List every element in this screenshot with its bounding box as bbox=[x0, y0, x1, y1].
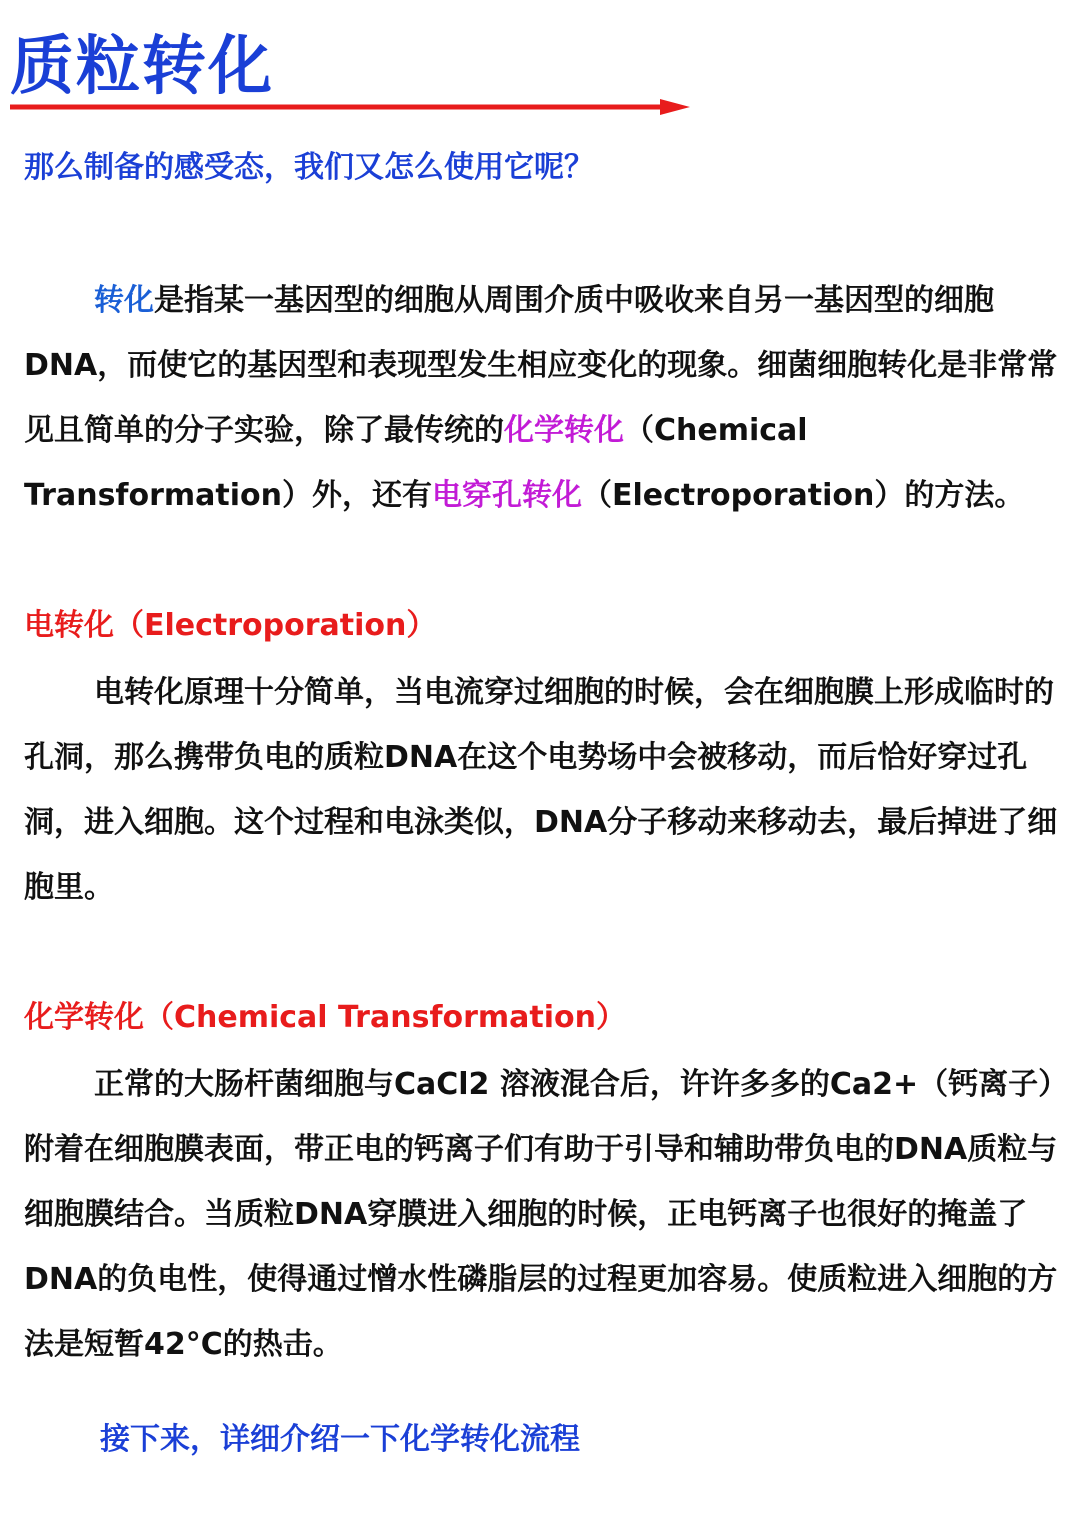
intro-paragraph bbox=[24, 268, 1074, 528]
intro-text-3: （Electroporation）的方法。 bbox=[581, 478, 1025, 513]
title-underline-arrow bbox=[10, 98, 690, 116]
electroporation-heading: 电转化（Electroporation） bbox=[24, 608, 437, 643]
term-electroporation: 电穿孔转化 bbox=[431, 478, 582, 513]
intro-text-2: （Chemical Transformation）外，还有 bbox=[24, 413, 808, 513]
intro-question: 那么制备的感受态，我们又怎么使用它呢？ bbox=[24, 150, 594, 185]
term-transformation: 转化 bbox=[94, 283, 154, 318]
intro-text-1: 是指某一基因型的细胞从周围介质中吸收来自另一基因型的细胞DNA，而使它的基因型和表现型发生相应变化的现象。细菌细胞转化是非常常见且简单的分子实验，除了最传统的 bbox=[24, 283, 1058, 448]
closing-line: 接下来，详细介绍一下化学转化流程 bbox=[100, 1422, 580, 1457]
electroporation-body: 电转化原理十分简单，当电流穿过细胞的时候，会在细胞膜上形成临时的孔洞，那么携带负电的质粒DNA在这个电势场中会被移动，而后恰好穿过孔洞，进入细胞。这个过程和电泳类似，DNA分子移动来移动去，最后掉进了细胞里。 bbox=[24, 675, 1058, 905]
page-title: 质粒转化 bbox=[10, 30, 274, 104]
term-chemical-transformation: 化学转化 bbox=[504, 413, 624, 448]
chemical-transformation-heading: 化学转化（Chemical Transformation） bbox=[24, 1000, 626, 1035]
chemical-transformation-body: 正常的大肠杆菌细胞与CaCl2 溶液混合后，许许多多的Ca2+（钙离子）附着在细胞膜表面，带正电的钙离子们有助于引导和辅助带负电的DNA质粒与细胞膜结合。当质粒DNA穿膜进入细胞的时候，正电钙离子也很好的掩盖了DNA的负电性，使得通过憎水性磷脂层的过程更加容易。使质粒进入细胞的方法是短暂42°C的热击。 bbox=[24, 1067, 1069, 1362]
